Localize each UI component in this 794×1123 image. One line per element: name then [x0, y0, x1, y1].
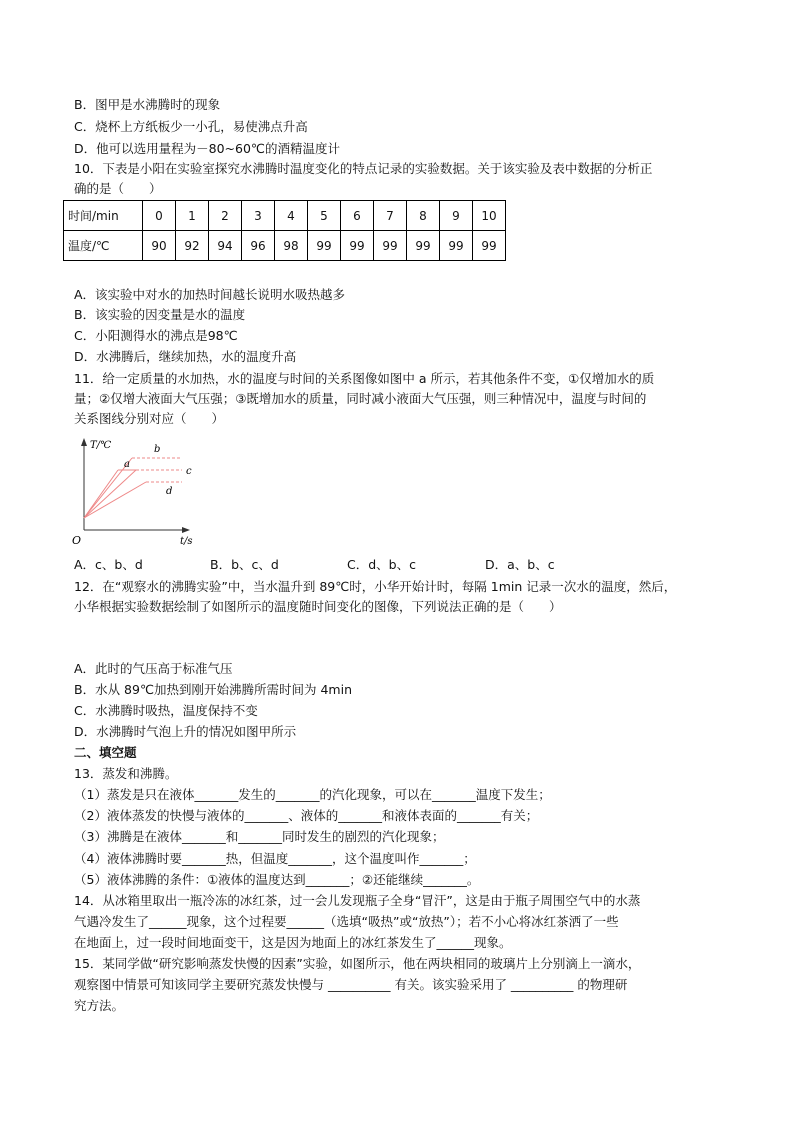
table-cell: 98	[275, 231, 308, 261]
q13-part2: （2）液体蒸发的快慢与液体的_______、液体的_______和液体表面的_______有关；	[74, 808, 539, 823]
table-cell: 5	[308, 201, 341, 231]
section-title: 二、填空题	[74, 745, 137, 760]
q9-option-d: D．他可以选用量程为－80~60℃的酒精温度计	[74, 141, 340, 156]
table-cell: 99	[341, 231, 374, 261]
q13-part3: （3）沸腾是在液体_______和_______同时发生的剧烈的汽化现象；	[74, 829, 445, 844]
origin-label: O	[72, 534, 82, 547]
q11-option-c: C．d、b、c	[347, 557, 416, 572]
q12-stem-line2: 小华根据实验数据绘制了如图所示的温度随时间变化的图像，下列说法正确的是（ ）	[74, 599, 562, 614]
table-cell: 92	[176, 231, 209, 261]
q10-option-d: D．水沸腾后，继续加热，水的温度升高	[74, 349, 297, 364]
table-cell: 90	[143, 231, 176, 261]
y-axis-arrow-icon	[81, 438, 87, 446]
q9-option-c: C．烧杯上方纸板少一小孔，易使沸点升高	[74, 119, 308, 134]
table-cell: 2	[209, 201, 242, 231]
table-cell: 3	[242, 201, 275, 231]
q12-stem-line1: 12．在“观察水的沸腾实验”中，当水温升到 89℃时，小华开始计时，每隔 1min 记录一次水的温度，然后，	[74, 579, 677, 594]
table-cell: 99	[440, 231, 473, 261]
q9-option-b: B．图甲是水沸腾时的现象	[74, 97, 221, 112]
q11-stem-line3: 关系图线分别对应（ ）	[74, 411, 225, 426]
q15-line3: 究方法。	[74, 998, 125, 1013]
q11-stem-line1: 11．给一定质量的水加热，水的温度与时间的关系图像如图中 a 所示，若其他条件不变，①仅增加水的质	[74, 371, 655, 386]
x-axis-arrow-icon	[182, 527, 190, 533]
temperature-time-graph	[70, 436, 200, 548]
curve-d-rise	[84, 482, 146, 518]
q10-option-c: C．小阳测得水的沸点是98℃	[74, 328, 238, 343]
q13-part1: （1）蒸发是只在液体_______发生的_______的汽化现象，可以在_______温度下发生；	[74, 787, 551, 802]
table-cell: 4	[275, 201, 308, 231]
curve-c-label: c	[186, 466, 192, 477]
table-cell: 99	[473, 231, 506, 261]
q12-option-a: A．此时的气压高于标准气压	[74, 661, 233, 676]
curve-a-label: a	[124, 459, 130, 470]
table-cell: 99	[308, 231, 341, 261]
q12-option-b: B．水从 89℃加热到刚开始沸腾所需时间为 4min	[74, 682, 352, 697]
q10-stem-line1: 10．下表是小阳在实验室探究水沸腾时温度变化的特点记录的实验数据。关于该实验及表中数据的分析正	[74, 161, 653, 176]
q10-data-table	[63, 200, 506, 261]
q10-stem-line2: 确的是（ ）	[74, 181, 162, 196]
q15-line2: 观察图中情景可知该同学主要研究蒸发快慢与 __________ 有关。该实验采用了 __________ 的物理研	[74, 977, 628, 992]
table-cell: 99	[374, 231, 407, 261]
curve-b-label: b	[154, 444, 161, 455]
q12-option-d: D．水沸腾时气泡上升的情况如图甲所示	[74, 724, 297, 739]
table-cell: 99	[407, 231, 440, 261]
table-cell: 8	[407, 201, 440, 231]
table-cell: 94	[209, 231, 242, 261]
y-axis-label: T/℃	[90, 440, 112, 451]
temp-header: 温度/℃	[64, 231, 143, 261]
q11-option-d: D．a、b、c	[485, 557, 555, 572]
time-header: 时间/min	[64, 201, 143, 231]
table-row	[64, 231, 506, 261]
x-axis-label: t/s	[180, 536, 193, 547]
q14-line1: 14．从冰箱里取出一瓶冷冻的冰红茶，过一会儿发现瓶子全身“冒汗”，这是由于瓶子周围空气中的水蒸	[74, 893, 641, 908]
table-row	[64, 201, 506, 231]
q10-option-b: B．该实验的因变量是水的温度	[74, 307, 246, 322]
q11-option-b: B．b、c、d	[210, 557, 279, 572]
table-cell: 6	[341, 201, 374, 231]
q13-stem: 13．蒸发和沸腾。	[74, 766, 178, 781]
table-cell: 96	[242, 231, 275, 261]
q10-option-a: A．该实验中对水的加热时间越长说明水吸热越多	[74, 287, 346, 302]
table-cell: 7	[374, 201, 407, 231]
curve-c-rise	[84, 470, 136, 518]
q11-stem-line2: 量；②仅增大液面大气压强；③既增加水的质量，同时减小液面大气压强，则三种情况中，温度与时间的	[74, 391, 647, 406]
q13-part4: （4）液体沸腾时要_______热，但温度_______，这个温度叫作_______；	[74, 851, 476, 866]
curve-d-label: d	[166, 486, 173, 497]
q14-line3: 在地面上，过一段时间地面变干，这是因为地面上的冰红茶发生了______现象。	[74, 935, 512, 950]
q12-option-c: C．水沸腾时吸热，温度保持不变	[74, 703, 258, 718]
q11-option-a: A．c、b、d	[74, 557, 143, 572]
table-cell: 1	[176, 201, 209, 231]
q15-line1: 15．某同学做“研究影响蒸发快慢的因素”实验，如图所示，他在两块相同的玻璃片上分别滴上一滴水，	[74, 956, 641, 971]
q13-part5: （5）液体沸腾的条件：①液体的温度达到_______；②还能继续_______。	[74, 872, 480, 887]
table-cell: 0	[143, 201, 176, 231]
curve-a-rise	[84, 470, 118, 518]
table-cell: 9	[440, 201, 473, 231]
table-cell: 10	[473, 201, 506, 231]
q14-line2: 气遇冷发生了______现象，这个过程要______（选填“吸热”或“放热”）；若不小心将冰红茶洒了一些	[74, 914, 619, 929]
